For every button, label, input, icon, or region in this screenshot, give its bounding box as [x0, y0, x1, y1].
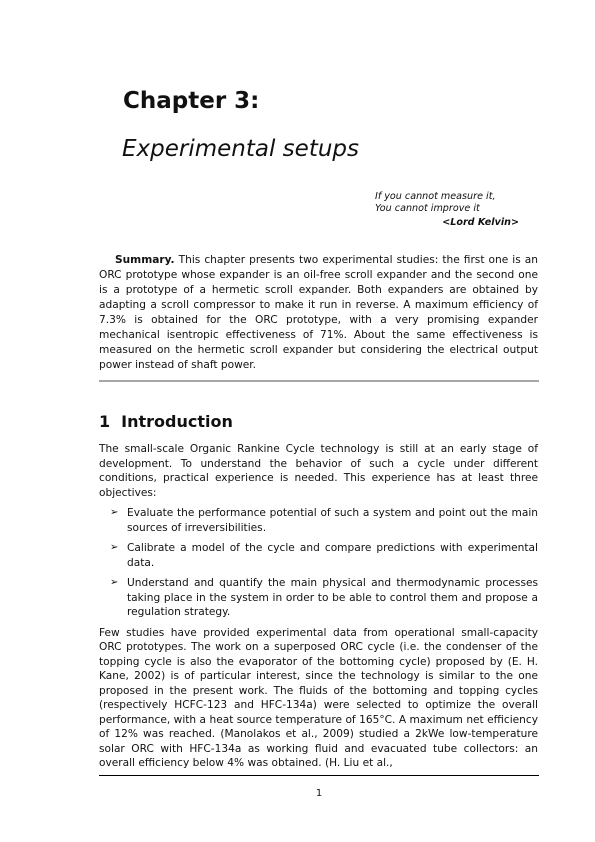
list-item-text: Understand and quantify the main physical and thermodynamic processes taking place in the system in order to be able to control them and propose a regulation strategy.	[127, 577, 538, 618]
section-heading	[99, 412, 233, 432]
literature-paragraph: Few studies have provided experimental data from operational small-capacity ORC prototypes. The work on a superposed ORC cycle (i.e. the condenser of the topping cycle is also the evaporator of the bottoming cycle) proposed by (E. H. Kane, 2002) is of particular interest, since the technology is similar to the one proposed in the present work. The fluids of the bottoming and topping cycles (respectively HCFC-123 and HFC-134a) were selected to optimize the overall performance, with a heat source temperature of 165°C. A maximum net efficiency of 12% was reached. (Manolakos et al., 2009) studied a 2kWe low-temperature solar ORC with HFC-134a as working fluid and evacuated tube collectors: an overall efficiency below 4% was obtained. (H. Liu et al.,	[99, 626, 538, 769]
intro-paragraph: The small-scale Organic Rankine Cycle technology is still at an early stage of development. To understand the behavior of such a cycle under different conditions, practical experience is needed. This experience has at least three objectives:	[99, 443, 538, 499]
list-item	[99, 541, 538, 570]
summary-text: This chapter presents two experimental studies: the first one is an ORC prototype whose expander is an oil-free scroll expander and the second one is a prototype of a hermetic scroll expander. Both expanders are obtained by adapting a scroll compressor to make it run in reverse. A maximum efficiency of 7.3% is obtained for the ORC prototype, with a very promising expander mechanical isentropic effectiveness of 71%. About the same effectiveness is measured on the hermetic scroll expander but considering the electrical output power instead of shaft power.	[99, 254, 538, 371]
summary-label: Summary.	[115, 254, 175, 266]
page-number: 1	[315, 788, 323, 799]
list-item	[99, 576, 538, 620]
section-number: 1	[99, 412, 111, 431]
epigraph-line-2: You cannot improve it	[375, 203, 480, 214]
section-body	[99, 442, 538, 771]
epigraph-line-1: If you cannot measure it,	[375, 191, 496, 202]
section-title: Introduction	[121, 412, 233, 431]
epigraph	[375, 191, 525, 229]
arrow-bullet-icon: ➢	[110, 577, 119, 588]
chapter-number: Chapter 3:	[123, 88, 260, 114]
arrow-bullet-icon: ➢	[110, 507, 119, 518]
arrow-bullet-icon: ➢	[110, 542, 119, 553]
chapter-summary	[99, 253, 538, 373]
list-item	[99, 506, 538, 535]
footer-divider	[99, 775, 539, 776]
chapter-title: Experimental setups	[122, 136, 359, 162]
epigraph-attribution: <Lord Kelvin>	[442, 217, 519, 228]
list-item-text: Calibrate a model of the cycle and compare predictions with experimental data.	[127, 542, 538, 569]
objectives-list	[99, 506, 538, 620]
list-item-text: Evaluate the performance potential of such a system and point out the main sources of irreversibilities.	[127, 507, 538, 534]
summary-divider	[99, 380, 539, 382]
